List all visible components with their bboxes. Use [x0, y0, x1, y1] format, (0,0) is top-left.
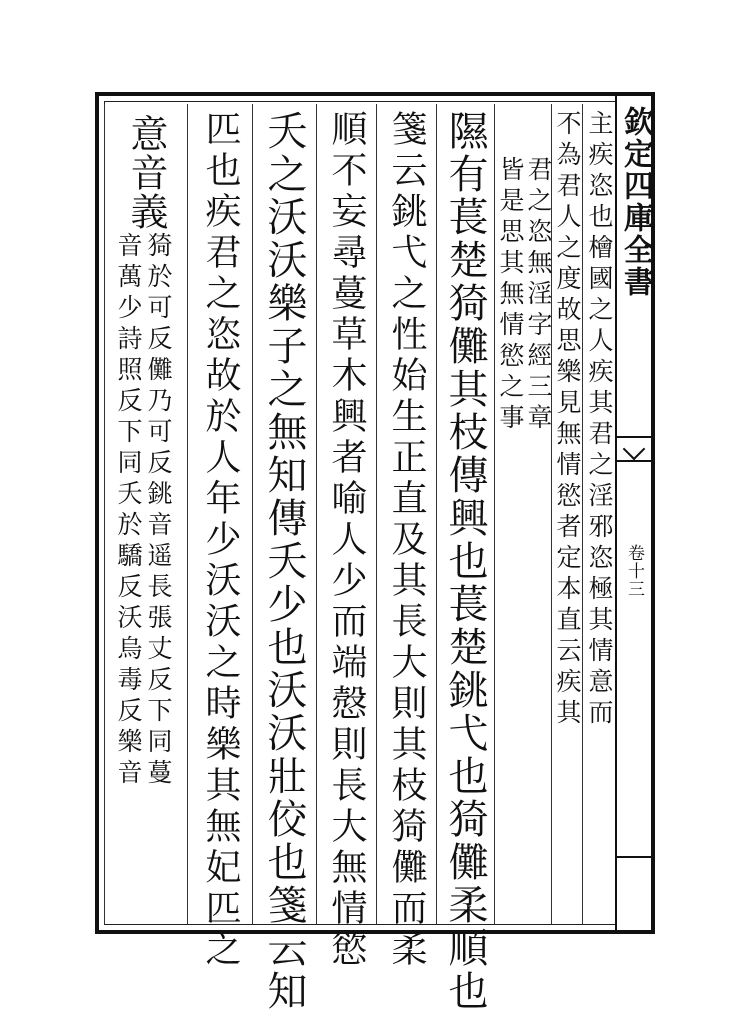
text-column-10	[104, 104, 187, 924]
column-text: 順不妄尋蔓草木興者喻人少而端慤則長大無情慾	[326, 110, 367, 971]
margin-strip	[615, 96, 651, 930]
column-text: 夭之沃沃樂子之無知傳夭少也沃沃壯佼也箋云知	[261, 110, 307, 1013]
column-comment-right: 猗於可反儺乃可反銚音遥長張丈反下同蔓	[144, 232, 173, 790]
column-text: 主疾恣也檜國之人疾其君之淫邪恣極其情意而	[585, 110, 614, 730]
column-comment-left: 音萬少詩照反下同夭於驕反沃烏毒反樂音	[114, 232, 143, 790]
column-text: 匹也疾君之恣故於人年少沃沃之時樂其無妃匹之	[200, 110, 241, 971]
column-text: 君之恣無淫字經三章	[524, 156, 553, 435]
text-column-9	[187, 104, 252, 971]
text-column-5	[436, 104, 494, 1013]
text-column-8	[252, 104, 316, 1013]
text-column-1	[582, 104, 616, 924]
column-text: 皆是思其無情慾之事	[496, 156, 525, 435]
volume-label: 卷十三	[624, 544, 644, 598]
text-column-3	[494, 104, 551, 924]
column-text: 不為君人之度故思樂見無情慾者定本直云疾其	[553, 110, 582, 730]
text-column-6	[376, 104, 436, 971]
text-column-7	[316, 104, 376, 971]
book-title: 欽定四庫全書	[618, 106, 653, 298]
column-text: 箋云銚弋之性始生正直及其長大則其枝猗儺而柔	[386, 110, 427, 971]
fishtail-mark	[617, 436, 651, 462]
column-heading-text: 意音義	[124, 114, 168, 231]
strip-rule	[617, 856, 651, 858]
column-text: 隰有萇楚猗儺其枝傳興也萇楚銚弋也猗儺柔順也	[442, 110, 488, 1013]
text-column-2	[551, 104, 582, 924]
